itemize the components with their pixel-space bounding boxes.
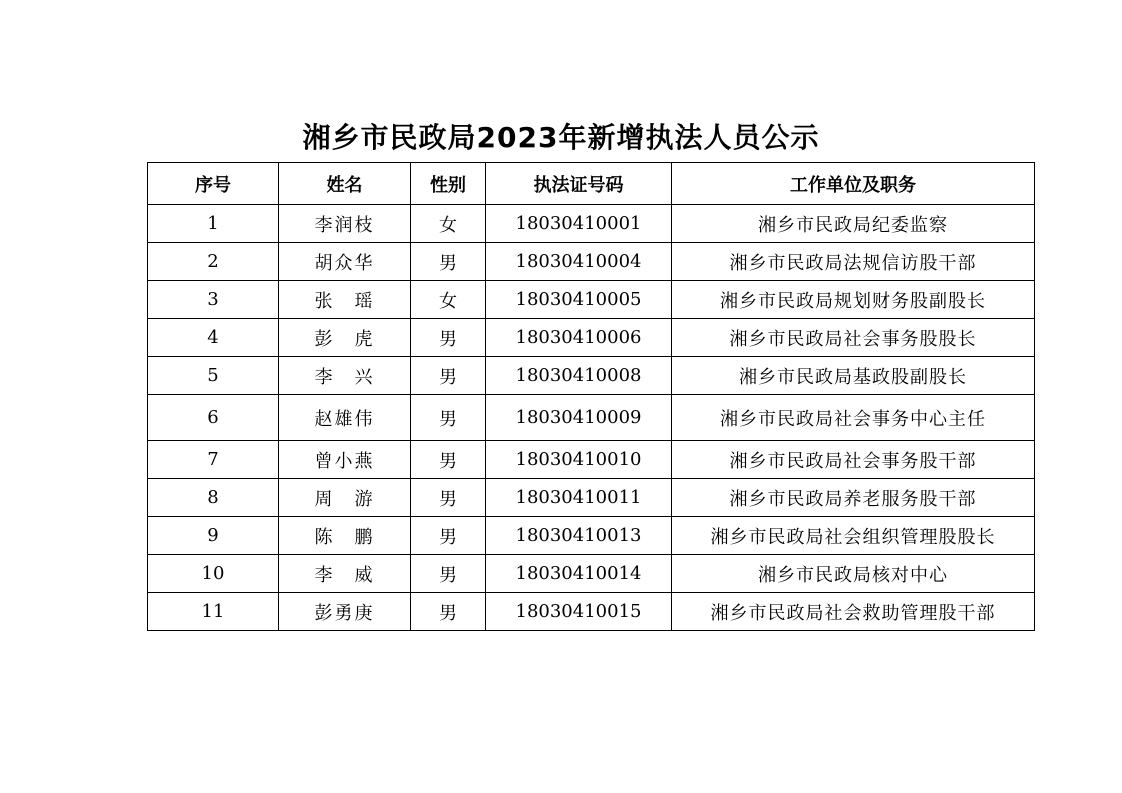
cell-unit-and-position: 湘乡市民政局法规信访股干部 (672, 243, 1035, 281)
cell-gender: 男 (411, 593, 486, 631)
cell-certificate-number: 18030410014 (486, 555, 672, 593)
cell-gender: 女 (411, 281, 486, 319)
cell-serial-number: 7 (148, 441, 279, 479)
cell-certificate-number: 18030410004 (486, 243, 672, 281)
cell-name: 张 瑶 (279, 281, 411, 319)
cell-certificate-number: 18030410013 (486, 517, 672, 555)
header-unit-and-position: 工作单位及职务 (672, 163, 1035, 205)
table-row (148, 319, 1035, 357)
cell-gender: 男 (411, 319, 486, 357)
table-row (148, 479, 1035, 517)
header-row (148, 163, 1035, 205)
cell-serial-number: 6 (148, 395, 279, 441)
cell-serial-number: 4 (148, 319, 279, 357)
table-row (148, 205, 1035, 243)
table-row (148, 243, 1035, 281)
cell-certificate-number: 18030410005 (486, 281, 672, 319)
cell-gender: 男 (411, 357, 486, 395)
cell-unit-and-position: 湘乡市民政局纪委监察 (672, 205, 1035, 243)
table-row (148, 281, 1035, 319)
cell-name: 李润枝 (279, 205, 411, 243)
cell-unit-and-position: 湘乡市民政局社会事务股股长 (672, 319, 1035, 357)
table-row (148, 593, 1035, 631)
personnel-table (147, 162, 1035, 631)
cell-gender: 男 (411, 479, 486, 517)
cell-name: 彭勇庚 (279, 593, 411, 631)
table-header (148, 163, 1035, 205)
cell-serial-number: 10 (148, 555, 279, 593)
cell-name: 李 兴 (279, 357, 411, 395)
cell-unit-and-position: 湘乡市民政局养老服务股干部 (672, 479, 1035, 517)
table-row (148, 441, 1035, 479)
cell-name: 李 威 (279, 555, 411, 593)
cell-serial-number: 11 (148, 593, 279, 631)
cell-gender: 男 (411, 441, 486, 479)
cell-gender: 男 (411, 517, 486, 555)
header-name: 姓名 (279, 163, 411, 205)
cell-serial-number: 2 (148, 243, 279, 281)
document-title: 湘乡市民政局2023年新增执法人员公示 (302, 121, 820, 154)
cell-certificate-number: 18030410010 (486, 441, 672, 479)
cell-unit-and-position: 湘乡市民政局规划财务股副股长 (672, 281, 1035, 319)
cell-unit-and-position: 湘乡市民政局核对中心 (672, 555, 1035, 593)
cell-gender: 男 (411, 243, 486, 281)
cell-name: 胡众华 (279, 243, 411, 281)
cell-serial-number: 8 (148, 479, 279, 517)
cell-name: 彭 虎 (279, 319, 411, 357)
cell-gender: 男 (411, 555, 486, 593)
cell-unit-and-position: 湘乡市民政局社会救助管理股干部 (672, 593, 1035, 631)
cell-gender: 女 (411, 205, 486, 243)
table-row (148, 395, 1035, 441)
cell-name: 曾小燕 (279, 441, 411, 479)
cell-serial-number: 3 (148, 281, 279, 319)
cell-certificate-number: 18030410011 (486, 479, 672, 517)
cell-certificate-number: 18030410006 (486, 319, 672, 357)
cell-unit-and-position: 湘乡市民政局社会事务中心主任 (672, 395, 1035, 441)
cell-gender: 男 (411, 395, 486, 441)
header-gender: 性别 (411, 163, 486, 205)
cell-certificate-number: 18030410015 (486, 593, 672, 631)
cell-serial-number: 1 (148, 205, 279, 243)
cell-unit-and-position: 湘乡市民政局社会组织管理股股长 (672, 517, 1035, 555)
cell-name: 陈 鹏 (279, 517, 411, 555)
table-row (148, 357, 1035, 395)
cell-name: 赵雄伟 (279, 395, 411, 441)
cell-certificate-number: 18030410001 (486, 205, 672, 243)
cell-certificate-number: 18030410009 (486, 395, 672, 441)
table-body (148, 205, 1035, 631)
table-row (148, 555, 1035, 593)
cell-name: 周 游 (279, 479, 411, 517)
header-serial-number: 序号 (148, 163, 279, 205)
cell-unit-and-position: 湘乡市民政局基政股副股长 (672, 357, 1035, 395)
table-row (148, 517, 1035, 555)
cell-serial-number: 5 (148, 357, 279, 395)
cell-unit-and-position: 湘乡市民政局社会事务股干部 (672, 441, 1035, 479)
cell-serial-number: 9 (148, 517, 279, 555)
header-certificate-number: 执法证号码 (486, 163, 672, 205)
cell-certificate-number: 18030410008 (486, 357, 672, 395)
